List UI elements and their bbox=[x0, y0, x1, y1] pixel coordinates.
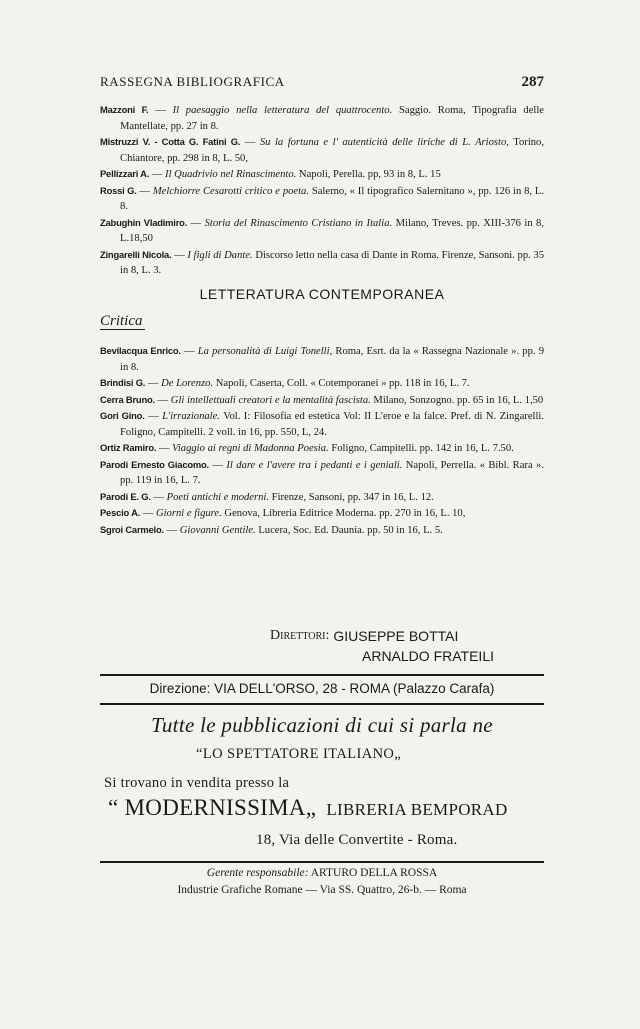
bibliography-entry bbox=[100, 343, 544, 375]
bibliography-list-top bbox=[100, 102, 544, 279]
entry-publication-details: Roma, Esrt. da la « Rassegna Nazionale ». pp. 9 in 8. bbox=[120, 346, 544, 373]
entry-title: Gli intellettuali creatori e la mentalità fascista. bbox=[170, 394, 371, 406]
entry-author: Brindisi G. bbox=[100, 377, 146, 388]
entry-dash: — bbox=[154, 394, 171, 406]
entry-author: Gori Gino. bbox=[100, 410, 145, 421]
entry-publication-details: Saggio. Roma, Tipografia delle Mantellate, pp. 27 in 8. bbox=[120, 105, 545, 132]
bibliography-entry bbox=[100, 247, 544, 279]
entry-title: Poeti antichi e moderni. bbox=[166, 491, 270, 503]
page-number: 287 bbox=[521, 74, 544, 90]
entry-publication-details: Torino, Chiantore, pp. 298 in 8, L. 50, bbox=[120, 137, 545, 164]
journal-section-title: RASSEGNA BIBLIOGRAFICA bbox=[100, 74, 285, 89]
responsible-manager bbox=[100, 867, 544, 879]
advert-bookshop-name: “ MODERNISSIMA„ bbox=[108, 795, 317, 820]
entry-author: Ortiz Ramiro. bbox=[100, 442, 157, 453]
advert-headline: Tutte le pubblicazioni di cui si parla ne bbox=[151, 713, 493, 737]
entry-author: Rossi G. bbox=[100, 184, 137, 196]
entry-publication-details: Foligno, Campitelli. pp. 142 in 16, L. 7.50. bbox=[328, 443, 514, 454]
entry-title: Il paesaggio nella letteratura del quattrocento. bbox=[172, 105, 393, 116]
entry-author: Pellizzari A. bbox=[100, 168, 150, 179]
entry-dash: — bbox=[150, 491, 167, 503]
entry-publication-details: Milano, Sonzogno. pp. 65 in 16, L. 1,50 bbox=[370, 394, 544, 406]
entry-dash: — bbox=[140, 508, 156, 519]
manager-label: Gerente responsabile: bbox=[206, 867, 309, 879]
entry-title: Il Quadrivio nel Rinascimento. bbox=[165, 169, 297, 180]
entry-title: L'irrazionale. bbox=[162, 411, 220, 422]
running-head bbox=[100, 74, 544, 91]
bibliography-entry bbox=[100, 215, 544, 247]
printer-imprint: Industrie Grafiche Romane — Via SS. Quattro, 26-b. — Roma bbox=[177, 884, 467, 896]
entry-publication-details: Lucera, Soc. Ed. Daunia. pp. 50 in 16, L. 5. bbox=[255, 524, 443, 536]
directors-block bbox=[270, 626, 540, 666]
entry-dash: — bbox=[145, 378, 162, 389]
bibliography-entry bbox=[100, 457, 544, 489]
director-name: GIUSEPPE BOTTAI bbox=[333, 628, 459, 644]
entry-dash: — bbox=[144, 411, 163, 422]
bibliography-entry bbox=[100, 375, 544, 392]
entry-title: Giorni e figure. bbox=[155, 508, 222, 519]
advert-magazine-name: “LO SPETTATORE ITALIANO„ bbox=[196, 746, 402, 762]
entry-title: De Lorenzo. bbox=[161, 378, 214, 389]
entry-publication-details: Napoli, Perella. pp, 93 in 8, L. 15 bbox=[296, 169, 441, 180]
bibliography-entry bbox=[100, 392, 544, 409]
entry-publication-details: Vol. I: Filosofia ed estetica Vol: II L'eroe e la falce. Pref. di N. Zingarelli. Foligno, Campitelli. 2 voll. in 16, pp. 550, L, 24. bbox=[120, 411, 544, 438]
entry-publication-details: Genova, Libreria Editrice Moderna. pp. 270 in 16, L. 10, bbox=[221, 508, 466, 519]
entry-dash: — bbox=[149, 169, 166, 180]
entry-title: Giovanni Gentile. bbox=[179, 524, 256, 536]
entry-dash: — bbox=[148, 105, 173, 116]
entry-dash: — bbox=[163, 524, 180, 536]
editorial-address: Direzione: VIA DELL'ORSO, 28 - ROMA (Palazzo Carafa) bbox=[149, 681, 495, 696]
entry-publication-details: Napoli, Caserta, Coll. « Cotemporanei » pp. 118 in 16, L. 7. bbox=[213, 378, 470, 389]
bibliography-entry bbox=[100, 183, 544, 215]
subsection-title: Critica bbox=[100, 313, 143, 329]
advert-address: 18, Via delle Convertite - Roma. bbox=[256, 832, 458, 848]
section-title: LETTERATURA CONTEMPORANEA bbox=[199, 286, 445, 302]
entry-title: La personalità di Luigi Tonelli, bbox=[197, 346, 333, 357]
entry-dash: — bbox=[136, 185, 153, 197]
bibliography-entry bbox=[100, 522, 544, 539]
entry-title: Il dare e l'avere tra i pedanti e i geniali. bbox=[226, 459, 403, 471]
entry-publication-details: Milano, Treves. pp. XIII-376 in 8, L.18,50 bbox=[120, 217, 544, 244]
bibliography-entry bbox=[100, 489, 544, 506]
entry-dash: — bbox=[208, 459, 227, 471]
entry-author: Zingarelli Nicola. bbox=[100, 248, 172, 260]
divider bbox=[100, 703, 544, 705]
bibliography-entry bbox=[100, 505, 544, 522]
entry-title: Su la fortuna e l' autenticità delle liriche di L. Ariosto, bbox=[259, 137, 509, 148]
advert-bookshop-subtitle: LIBRERIA BEMPORAD bbox=[326, 800, 508, 819]
entry-author: Sgroi Carmelo. bbox=[100, 523, 164, 535]
bibliography-entry bbox=[100, 166, 544, 183]
bibliography-entry bbox=[100, 134, 544, 166]
entry-dash: — bbox=[187, 217, 205, 229]
entry-author: Parodi Ernesto Giacomo. bbox=[100, 458, 209, 470]
directors-label: Direttori: bbox=[270, 628, 330, 643]
entry-title: Melchiorre Cesarotti critico e poeta. bbox=[152, 185, 310, 197]
entry-title: Storia del Rinascimento Cristiano in Italia. bbox=[204, 217, 393, 229]
entry-dash: — bbox=[171, 249, 188, 261]
entry-publication-details: Salerno, « Il tipografico Salernitano », pp. 126 in 8, L. 8. bbox=[120, 185, 544, 212]
entry-author: Mistruzzi V. - Cotta G. Fatini G. bbox=[100, 136, 241, 147]
entry-publication-details: Firenze, Sansoni, pp. 347 in 16, L. 12. bbox=[269, 491, 434, 503]
entry-dash: — bbox=[156, 443, 173, 454]
manager-name: ARTURO DELLA ROSSA bbox=[310, 867, 438, 879]
entry-author: Bevilacqua Enrico. bbox=[100, 345, 181, 356]
entry-author: Mazzoni F. bbox=[100, 104, 149, 115]
entry-author: Parodi E. G. bbox=[100, 490, 151, 502]
entry-dash: — bbox=[180, 346, 198, 357]
entry-author: Pescio A. bbox=[100, 507, 141, 518]
bibliography-entry bbox=[100, 440, 544, 457]
entry-title: Viaggio ai regni di Madonna Poesia. bbox=[172, 443, 329, 454]
bibliography-entry bbox=[100, 102, 544, 134]
entry-dash: — bbox=[240, 137, 260, 148]
entry-title: I figli di Dante. bbox=[187, 249, 253, 261]
divider bbox=[100, 674, 544, 676]
advert-availability: Si trovano in vendita presso la bbox=[104, 775, 290, 791]
entry-publication-details: Napoli, Perrella. « Bibl. Rara ». pp. 119 in 16, L. 7. bbox=[120, 459, 545, 486]
bibliography-entry bbox=[100, 408, 544, 440]
advert-bookshop bbox=[108, 795, 508, 821]
divider bbox=[100, 861, 544, 863]
entry-author: Cerra Bruno. bbox=[100, 393, 155, 405]
entry-author: Zabughin Vladimiro. bbox=[100, 216, 188, 228]
bibliography-list-critica bbox=[100, 343, 544, 538]
director-name: ARNALDO FRATEILI bbox=[362, 648, 494, 664]
entry-publication-details: Discorso letto nella casa di Dante in Roma. Firenze, Sansoni. pp. 35 in 8, L. 3. bbox=[120, 249, 545, 276]
